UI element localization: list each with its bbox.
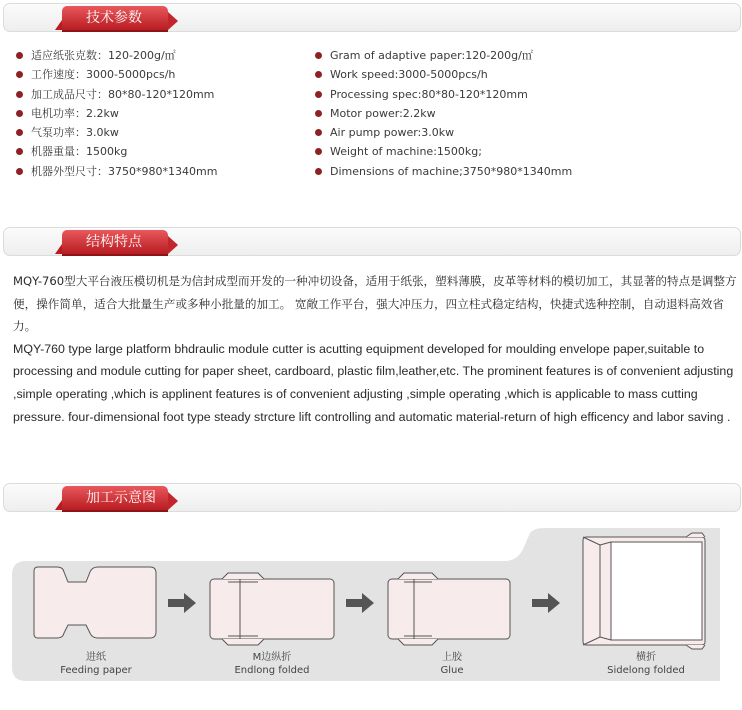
spec-cn-item: 工作速度：3000-5000pcs/h (16, 65, 217, 84)
step-endlong-folded (222, 651, 322, 677)
structure-section-bar (3, 227, 741, 256)
spec-cn-item: 加工成品尺寸：80*80-120*120mm (16, 85, 217, 104)
description-cn: MQY-760型大平台液压模切机是为信封成型而开发的一种冲切设备，适用于纸张，塑料薄膜，皮革等材料的模切加工，其显著的特点是调整方便，操作简单，适合大批量生产或多种小批量的加工。 宽敞工作平台，强大冲压力，四立柱式稳定结构，快捷式选种控制，自动退料高效省力。 (13, 274, 737, 334)
sidelong-folded-shape (583, 533, 705, 649)
step-glue (412, 651, 492, 677)
step-label-cn: 横折 (636, 652, 656, 663)
spec-cn-item: 机器重量：1500kg (16, 142, 217, 161)
spec-en-item: Motor power:2.2kw (315, 104, 572, 123)
specs-en-column (315, 46, 572, 181)
step-label-en: Sidelong folded (607, 665, 685, 676)
specs-section-bar (3, 3, 741, 32)
step-label-cn: 进纸 (86, 652, 106, 663)
process-diagram (0, 515, 742, 706)
step-label-cn: M边纵折 (252, 652, 292, 663)
step-label-en: Feeding paper (60, 665, 132, 676)
spec-en-item: Processing spec:80*80-120*120mm (315, 85, 572, 104)
spec-en-item: Weight of machine:1500kg; (315, 142, 572, 161)
spec-en-item: Work speed:3000-5000pcs/h (315, 65, 572, 84)
process-section-bar (3, 483, 741, 512)
step-label-en: Glue (440, 665, 464, 676)
spec-cn-item: 适应纸张克数：120-200g/㎡ (16, 46, 217, 65)
endlong-folded-shape (210, 573, 334, 645)
spec-en-item: Dimensions of machine;3750*980*1340mm (315, 162, 572, 181)
specs-list (0, 46, 742, 186)
step-sidelong-folded (596, 651, 696, 677)
spec-cn-item: 电机功率：2.2kw (16, 104, 217, 123)
step-label-cn: 上胶 (442, 652, 462, 663)
spec-en-item: Air pump power:3.0kw (315, 123, 572, 142)
structure-section-title: 结构特点 (62, 230, 168, 254)
process-section-title: 加工示意图 (62, 486, 168, 510)
step-label-en: Endlong folded (234, 665, 310, 676)
spec-cn-item: 气泵功率：3.0kw (16, 123, 217, 142)
spec-cn-item: 机器外型尺寸：3750*980*1340mm (16, 162, 217, 181)
glue-shape (388, 573, 510, 645)
spec-en-item: Gram of adaptive paper:120-200g/㎡ (315, 46, 572, 65)
feeding-paper-shape (34, 567, 156, 638)
structure-description (13, 270, 738, 428)
specs-cn-column (16, 46, 217, 181)
description-en: MQY-760 type large platform bhdraulic module cutter is acutting equipment developed for moulding envelope paper,suitable to processing and module cutting for paper sheet, cardboard, plastic film,leather,etc. The prominent features is of convenient adjusting ,simple operating ,which is applinent features is of convenient adjusting ,simple operating ,which is applicable to mass cutting pressure. four-dimensional foot type steady strcture lift controlling and automatic material-return of high efficency and labor saving . (13, 341, 734, 424)
process-diagram-graphic (0, 515, 742, 706)
specs-section-title: 技术参数 (62, 6, 168, 30)
step-feeding-paper (48, 651, 144, 677)
